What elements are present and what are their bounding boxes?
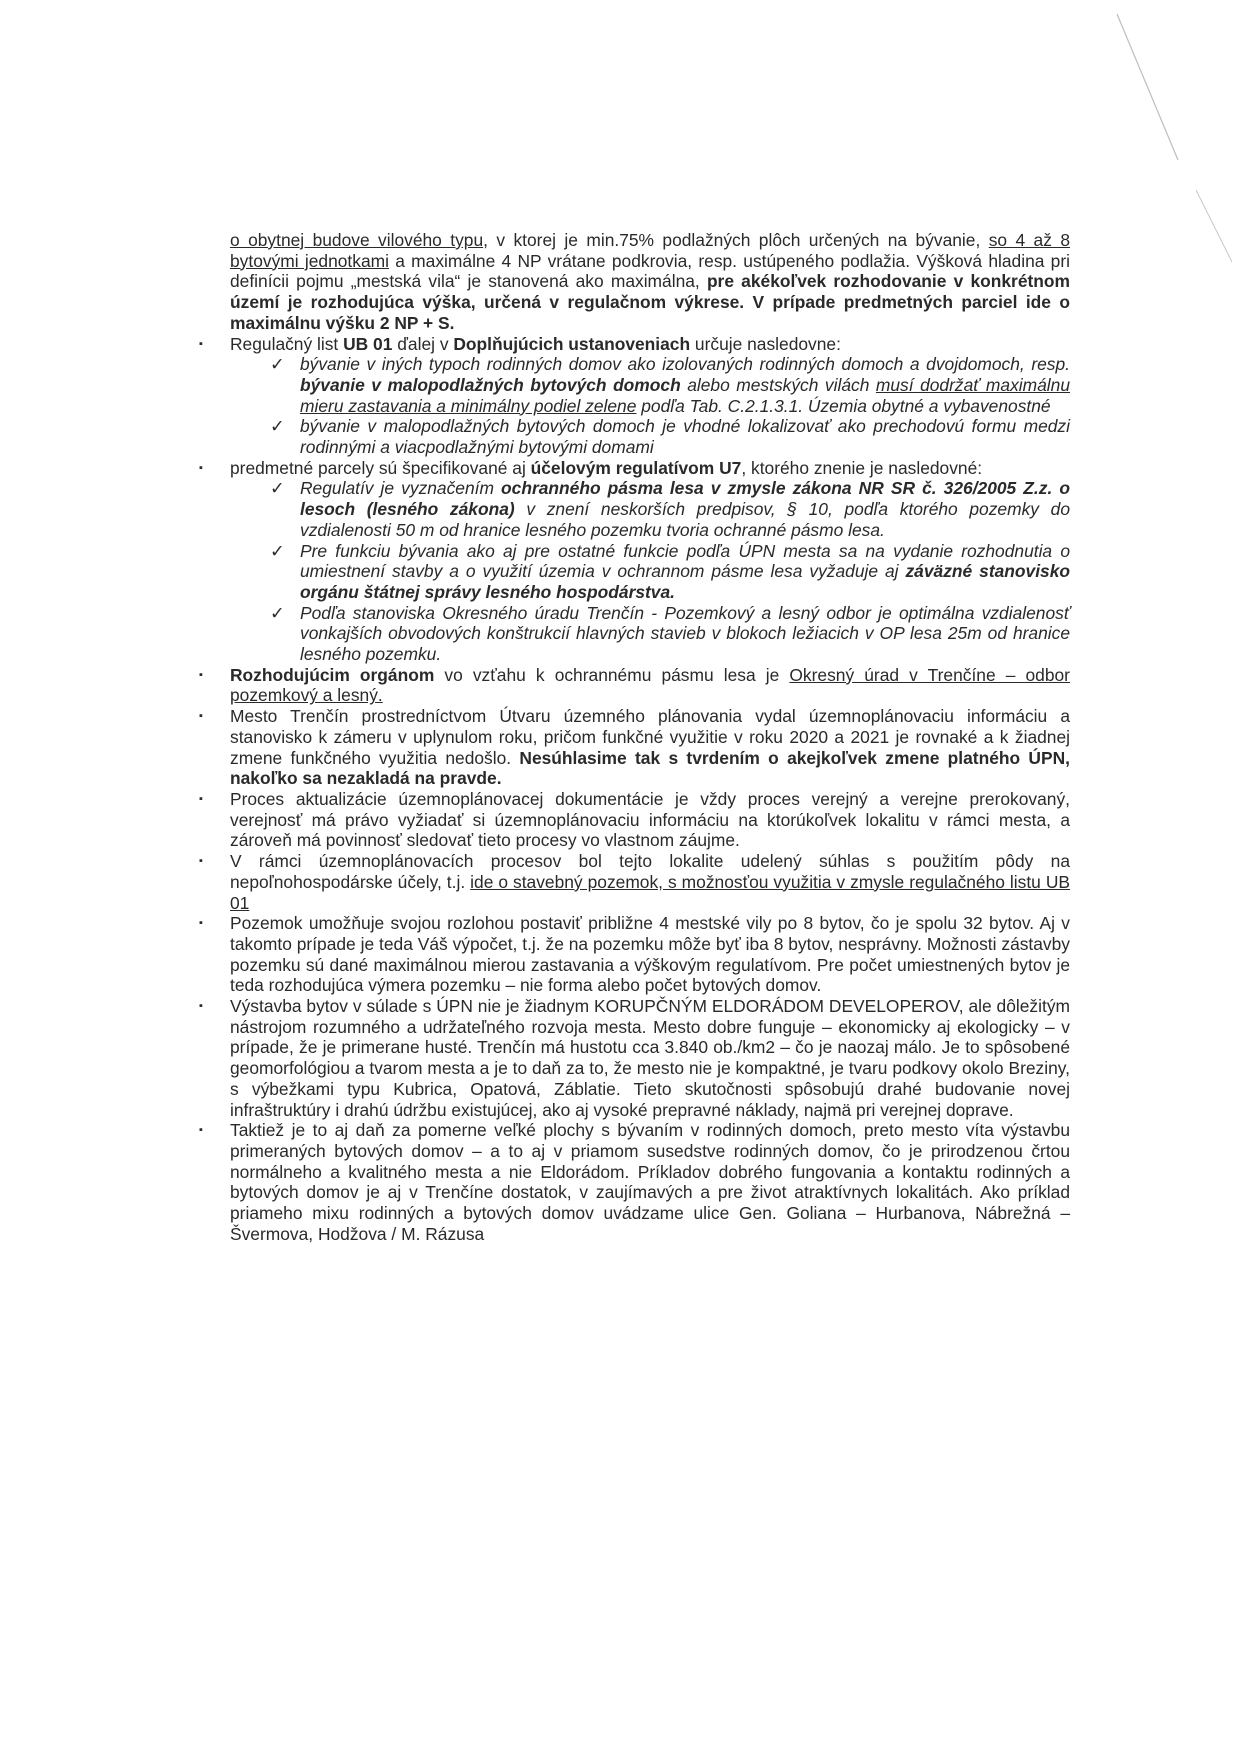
- subitem-text: Podľa stanoviska Okresného úradu Trenčín - Pozemkový a lesný odbor je optimálna vzdialenosť vonkajších obvodových konštrukcií hlavných stavieb v blokoch ležiacich v OP lesa 25m od hranice lesného pozemku.: [300, 602, 1070, 665]
- bullet-item-7: [199, 913, 1070, 996]
- bullet-9-text: Taktiež je to aj daň za pomerne veľké plochy s bývaním v rodinných domoch, preto mesto víta výstavbu primeraných bytových domov – a to aj v priamom susedstve rodinných domov, čo je prirodzenou črtou normálneho a kvalitného mesta a nie Eldorádom. Príkladov dobrého fungovania a kontaktu rodinných a bytových domov je aj v Trenčíne dostatok, v zaujímavých a pre život atraktívnych lokalitách. Ako príklad priameho mixu rodinných a bytových domov uvádzame ulice Gen. Goliana – Hurbanova, Nábrežná – Švermova, Hodžova / M. Rázusa: [230, 1120, 1070, 1244]
- bullet-item-9: [199, 1120, 1070, 1244]
- bullet-2-bold-1: účelovým regulatívom U7: [530, 457, 742, 478]
- bullet-marker: ▪: [199, 855, 203, 868]
- bullet-1-bold-2: Doplňujúcich ustanoveniach: [453, 333, 691, 354]
- subitem-text: alebo mestských vilách: [680, 374, 876, 395]
- intro-underline-1: o obytnej budove vilového typu: [230, 230, 484, 250]
- bullet-1-subitem-2: [270, 416, 1070, 458]
- bullet-item-1: [199, 333, 1070, 355]
- check-icon: ✓: [270, 602, 285, 623]
- subitem-text: bývanie v malopodlažných bytových domoch je vhodné lokalizovať ako prechodovú formu medzi rodinnými a viacpodlažnými bytovými domami: [300, 416, 1070, 458]
- bullet-item-5: [199, 788, 1070, 851]
- bullet-marker: ▪: [199, 710, 203, 723]
- check-icon: ✓: [270, 416, 285, 437]
- bullet-marker: ▪: [199, 668, 203, 681]
- bullet-1-text-3: určuje nasledovne:: [690, 333, 841, 354]
- bullet-2-subitem-1: [270, 478, 1070, 540]
- subitem-text: bývanie v iných typoch rodinných domov ako izolovaných rodinných domoch a dvojdomoch, resp.: [300, 354, 1070, 375]
- bullet-item-4: [199, 706, 1070, 789]
- check-icon: ✓: [270, 478, 285, 499]
- bullet-2-subitem-2: [270, 540, 1070, 603]
- check-icon: ✓: [270, 540, 285, 561]
- intro-text-2: a maximálne 4 NP vrátane podkrovia, resp. ustúpeného podlažia. Výšková hladina pri definícii pojmu „mestská vila“ je stanovená ako maximálna,: [230, 250, 1070, 292]
- subitem-text: v znení neskorších predpisov, § 10, podľa ktorého pozemky do vzdialenosti 50 m od hranice lesného pozemku tvoria ochranné pásmo lesa.: [300, 499, 1070, 540]
- bullet-7-text: Pozemok umožňuje svojou rozlohou postaviť približne 4 mestské vily po 8 bytov, čo je spolu 32 bytov. Aj v takomto prípade je teda Váš výpočet, t.j. že na pozemku môže byť iba 8 bytov, nesprávny. Možnosti zástavby pozemku sú dané maximálnou mierou zastavania a výškovým regulatívom. Pre počet umiestnených bytov je teda rozhodujúca výmera pozemku – nie forma alebo počet bytových domov.: [230, 913, 1070, 996]
- bullet-2-subitem-3: [270, 602, 1070, 665]
- bullet-marker: ▪: [199, 917, 203, 930]
- subitem-bold: záväzné stanovisko orgánu štátnej správy lesného hospodárstva.: [300, 561, 1070, 602]
- bullet-marker: ▪: [199, 1124, 203, 1137]
- check-icon: ✓: [270, 354, 285, 375]
- bullet-6-text: V rámci územnoplánovacích procesov bol tejto lokalite udelený súhlas s použitím pôdy na nepoľnohospodárske účely, t.j.: [230, 851, 1070, 892]
- intro-underline-2: so 4 až 8 bytovými jednotkami: [230, 230, 1071, 271]
- bullet-marker: ▪: [199, 461, 203, 474]
- bullet-1-bold-1: UB 01: [343, 333, 393, 354]
- subitem-bold: bývanie v malopodlažných bytových domoch: [300, 374, 681, 395]
- bullet-3-underline: Okresný úrad v Trenčíne – odbor pozemkový a lesný.: [230, 664, 1070, 706]
- bullet-item-6: [199, 851, 1070, 913]
- bullet-4-text: Mesto Trenčín prostredníctvom Útvaru územného plánovania vydal územnoplánovaciu informáciu a stanovisko k zámeru v uplynulom roku, pričom funkčné využitie v roku 2020 a 2021 je rovnaké a k žiadnej zmene funkčného využitia nedošlo.: [230, 706, 1070, 768]
- bullet-marker: ▪: [199, 1000, 203, 1013]
- bullet-2-text-1: predmetné parcely sú špecifikované aj: [230, 457, 531, 478]
- bullet-item-3: [199, 664, 1070, 706]
- bullet-1-text-1: Regulačný list: [230, 333, 344, 354]
- intro-bold-1: pre akékoľvek rozhodovanie v konkrétnom území je rozhodujúca výška, určená v regulačnom výkrese. V prípade predmetných parciel ide o maximálnu výšku 2 NP + S.: [230, 271, 1070, 333]
- bullet-item-2: [199, 457, 1070, 479]
- bullet-2-text-2: , ktorého znenie je nasledovné:: [741, 457, 983, 478]
- bullet-3-text: vo vzťahu k ochrannému pásmu lesa je: [434, 664, 790, 685]
- bullet-marker: ▪: [199, 337, 203, 350]
- bullet-1-subitem-1: [270, 354, 1071, 416]
- bullet-6-underline: ide o stavebný pozemok, s možnosťou využitia v zmysle regulačného listu UB 01: [230, 871, 1070, 913]
- subitem-text: podľa Tab. C.2.1.3.1. Územia obytné a vybavenostné: [636, 395, 1051, 416]
- bullet-marker: ▪: [199, 792, 203, 805]
- bullet-4-bold: Nesúhlasime tak s tvrdením o akejkoľvek zmene platného ÚPN, nakoľko sa nezakladá na pravde.: [230, 747, 1070, 789]
- intro-text-1: , v ktorej je min.75% podlažných plôch určených na bývanie,: [483, 230, 989, 250]
- subitem-bold: ochranného pásma lesa v zmysle zákona NR SR č. 326/2005 Z.z. o lesoch (lesného zákona): [300, 478, 1070, 520]
- bullet-1-text-2: ďalej v: [392, 333, 454, 354]
- intro-paragraph: [230, 230, 1070, 334]
- subitem-text: Pre funkciu bývania ako aj pre ostatné funkcie podľa ÚPN mesta sa na vydanie rozhodnutia o umiestnení stavby a o využití územia v ochrannom pásme lesa vyžaduje aj: [300, 540, 1070, 582]
- bullet-3-bold: Rozhodujúcim orgánom: [230, 664, 435, 685]
- subitem-underline: musí dodržať maximálnu mieru zastavania a minimálny podiel zelene: [300, 374, 1071, 416]
- document-body: [199, 230, 1071, 1244]
- subitem-text: Regulatív je vyznačením: [300, 478, 502, 499]
- bullet-5-text: Proces aktualizácie územnoplánovacej dokumentácie je vždy proces verejný a verejne prerokovaný, verejnosť má právo vyžiadať si územnoplánovaciu informáciu na ktorúkoľvek lokalitu v rámci mesta, a zároveň má povinnosť sledovať tieto procesy vo vlastnom záujme.: [230, 788, 1070, 851]
- bullet-item-8: [199, 996, 1070, 1120]
- bullet-8-text: Výstavba bytov v súlade s ÚPN nie je žiadnym KORUPČNÝM ELDORÁDOM DEVELOPEROV, ale dôležitým nástrojom rozumného a udržateľného rozvoja mesta. Mesto dobre funguje – ekonomicky aj ekologicky – v prípade, že je primerane husté. Trenčín má hustotu cca 3.840 ob./km2 – čo je naozaj málo. Je to spôsobené geomorfológiou a tvarom mesta a je to daň za to, že mesto nie je kompaktné, je tvaru podkovy okolo Breziny, s výbežkami typu Kubrica, Opatová, Záblatie. Tieto skutočnosti spôsobujú drahé budovanie novej infraštruktúry i drahú údržbu existujúcej, ako aj vysoké prepravné náklady, najmä pri verejnej doprave.: [230, 996, 1070, 1120]
